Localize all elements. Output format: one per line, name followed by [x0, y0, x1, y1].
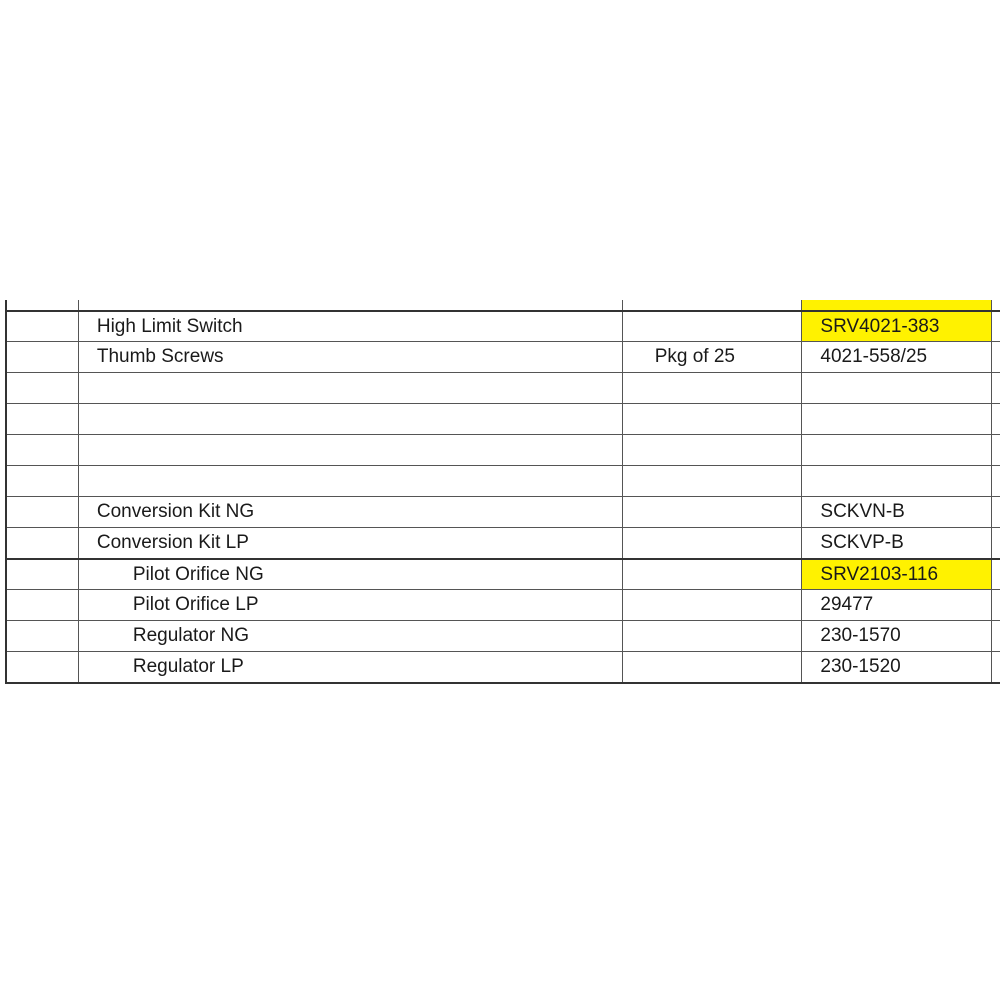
table-cell-extra	[992, 528, 1000, 558]
table-cell-part-number: SRV4021-383	[802, 312, 992, 341]
table-cell-quantity	[623, 466, 803, 496]
table-cell-index	[7, 312, 79, 341]
table-cell-extra	[992, 497, 1000, 527]
table-cell-extra	[992, 373, 1000, 403]
table-body	[7, 310, 1000, 682]
table-row	[7, 589, 1000, 620]
table-row	[7, 341, 1000, 372]
table-cell-quantity	[623, 621, 803, 651]
table-row	[7, 496, 1000, 527]
table-cell-part-number: 4021-558/25	[802, 342, 992, 372]
table-row	[7, 558, 1000, 589]
table-cell-index	[7, 497, 79, 527]
table-cell-description	[79, 435, 623, 465]
table-cell-description: High Limit Switch	[79, 312, 623, 341]
table-cell-description: Thumb Screws	[79, 342, 623, 372]
table-cell-quantity	[623, 312, 803, 341]
table-cell-quantity	[623, 497, 803, 527]
table-cell-index	[7, 404, 79, 434]
table-row-cut-off	[7, 300, 1000, 310]
table-cell-description: Regulator NG	[79, 621, 623, 651]
table-row	[7, 403, 1000, 434]
parts-table	[5, 300, 1000, 684]
table-row	[7, 310, 1000, 341]
table-cell-extra	[992, 466, 1000, 496]
table-cell-index	[7, 590, 79, 620]
table-cell-part-number: SCKVN-B	[802, 497, 992, 527]
table-cell-quantity	[623, 560, 803, 589]
table-cell-quantity: Pkg of 25	[623, 342, 803, 372]
table-cell-part-number	[802, 435, 992, 465]
table-cell-index	[7, 466, 79, 496]
table-cell-extra	[992, 652, 1000, 682]
table-cell-index	[7, 652, 79, 682]
table-cell-description: Pilot Orifice LP	[79, 590, 623, 620]
table-cell-description	[79, 404, 623, 434]
table-cell-part-number	[802, 373, 992, 403]
table-cell-extra	[992, 312, 1000, 341]
table-row	[7, 434, 1000, 465]
table-cell-extra	[992, 300, 1000, 310]
table-cell-part-number: SCKVP-B	[802, 528, 992, 558]
table-cell-description	[79, 466, 623, 496]
table-cell-quantity	[623, 528, 803, 558]
table-cell-quantity	[623, 300, 803, 310]
table-row	[7, 465, 1000, 496]
table-cell-part-number	[802, 466, 992, 496]
table-cell-part-number: SRV2103-116	[802, 560, 992, 589]
table-row	[7, 651, 1000, 682]
table-cell-quantity	[623, 590, 803, 620]
table-cell-index	[7, 373, 79, 403]
table-cell-quantity	[623, 373, 803, 403]
table-cell-description: Regulator LP	[79, 652, 623, 682]
table-cell-part-number: 230-1570	[802, 621, 992, 651]
table-cell-extra	[992, 621, 1000, 651]
table-cell-part-number: 230-1520	[802, 652, 992, 682]
table-cell-description	[79, 373, 623, 403]
table-cell-index	[7, 528, 79, 558]
table-cell-description: Pilot Orifice NG	[79, 560, 623, 589]
table-cell-part-number	[802, 300, 992, 310]
table-cell-index	[7, 342, 79, 372]
table-cell-quantity	[623, 652, 803, 682]
table-cell-extra	[992, 435, 1000, 465]
table-cell-description	[79, 300, 623, 310]
table-cell-quantity	[623, 404, 803, 434]
table-cell-description: Conversion Kit NG	[79, 497, 623, 527]
table-cell-quantity	[623, 435, 803, 465]
table-cell-index	[7, 435, 79, 465]
table-row	[7, 620, 1000, 651]
table-cell-index	[7, 560, 79, 589]
table-cell-extra	[992, 590, 1000, 620]
table-cell-description: Conversion Kit LP	[79, 528, 623, 558]
table-row	[7, 372, 1000, 403]
table-cell-part-number	[802, 404, 992, 434]
table-cell-extra	[992, 404, 1000, 434]
table-row	[7, 527, 1000, 558]
table-cell-index	[7, 300, 79, 310]
table-cell-extra	[992, 560, 1000, 589]
table-cell-extra	[992, 342, 1000, 372]
table-cell-part-number: 29477	[802, 590, 992, 620]
table-cell-index	[7, 621, 79, 651]
